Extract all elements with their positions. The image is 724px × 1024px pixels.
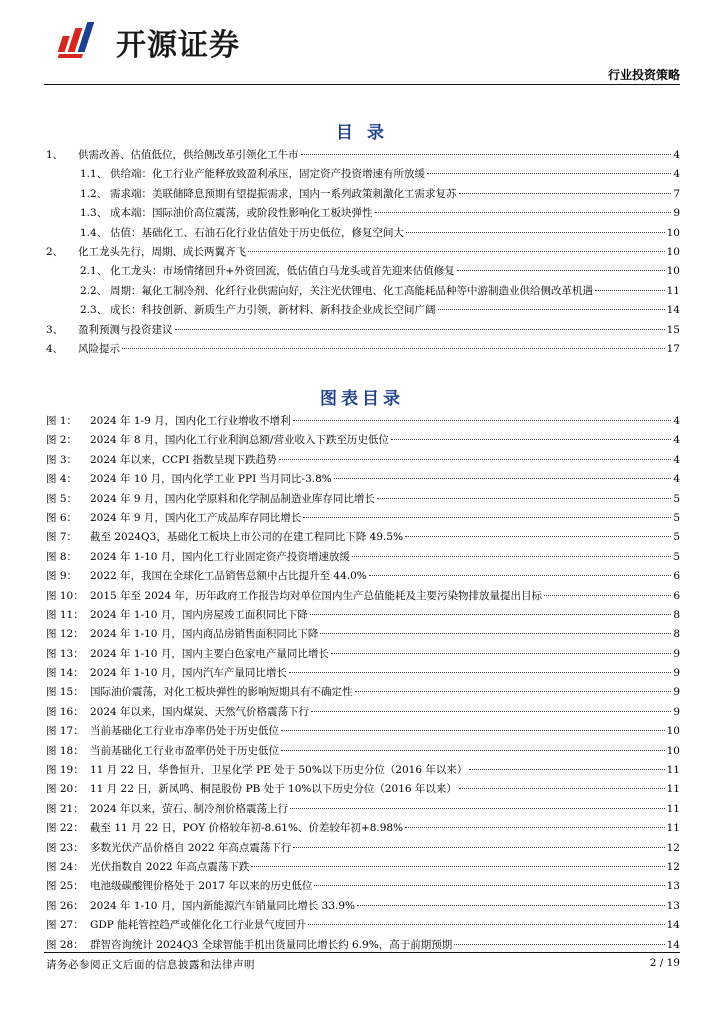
entry-title: GDP 能耗管控趋严或催化化工行业景气度回升 — [90, 919, 307, 932]
figure-entry[interactable] — [44, 625, 680, 644]
dot-leader — [311, 710, 671, 712]
entry-number: 图 12： — [46, 628, 84, 641]
figure-entry[interactable] — [44, 664, 680, 683]
entry-number: 1.3、 — [80, 207, 108, 220]
entry-title: 化工龙头先行，周期、成长两翼齐飞 — [78, 245, 246, 258]
entry-title: 2024 年 1-10 月，国内汽车产量同比增长 — [90, 667, 287, 680]
entry-number: 1.2、 — [80, 187, 108, 200]
entry-page: 9 — [673, 705, 680, 718]
entry-page: 5 — [673, 511, 680, 524]
dot-leader — [352, 555, 671, 557]
logo-mark-icon — [54, 20, 110, 64]
entry-number: 图 14： — [46, 667, 84, 680]
toc-entry[interactable] — [44, 301, 680, 320]
entry-number: 4、 — [46, 342, 64, 355]
figure-entry[interactable] — [44, 509, 680, 528]
entry-title: 2024 年 9 月，国内化工产成品库存同比增长 — [90, 511, 302, 524]
entry-title: 2024 年以来，CCPI 指数呈现下跌趋势 — [90, 453, 277, 466]
entry-title: 国际油价震荡，对化工板块弹性的影响短期具有不确定性 — [90, 686, 353, 699]
entry-title: 当前基础化工行业市净率仍处于历史低位 — [90, 725, 279, 738]
dot-leader — [279, 458, 672, 460]
dot-leader — [357, 904, 665, 906]
entry-number: 图 4： — [46, 473, 78, 486]
entry-title: 2024 年 1-10 月，国内主要白色家电产量同比增长 — [90, 647, 329, 660]
entry-number: 图 19： — [46, 764, 84, 777]
entry-number: 2.3、 — [80, 304, 108, 317]
dot-leader — [290, 807, 665, 809]
dot-leader — [320, 632, 671, 634]
toc-title: 目 录 — [336, 123, 388, 143]
figure-entry[interactable] — [44, 897, 680, 916]
dot-leader — [438, 308, 665, 310]
toc-entry[interactable] — [44, 262, 680, 281]
entry-number: 1.4、 — [80, 226, 108, 239]
entry-title: 光伏指数自 2022 年高点震荡下跌 — [90, 860, 250, 873]
dot-leader — [406, 231, 665, 233]
entry-number: 3、 — [46, 323, 64, 336]
entry-number: 图 6： — [46, 511, 78, 524]
entry-number: 图 5： — [46, 492, 78, 505]
entry-page: 4 — [673, 453, 680, 466]
entry-page: 17 — [666, 342, 680, 355]
figure-entry[interactable] — [44, 490, 680, 509]
entry-page: 13 — [666, 899, 680, 912]
figure-entry[interactable] — [44, 451, 680, 470]
dot-leader — [457, 269, 665, 271]
header-divider — [44, 84, 680, 85]
entry-page: 5 — [673, 550, 680, 563]
entry-title: 截至 2024Q3，基础化工板块上市公司的在建工程同比下降 49.5% — [90, 531, 404, 544]
entry-title: 成长：科技创新、新质生产力引领，新材料、新科技企业成长空间广阔 — [110, 304, 436, 317]
entry-title: 风险提示 — [78, 342, 120, 355]
figure-entry[interactable] — [44, 761, 680, 780]
toc-entry[interactable] — [44, 165, 680, 184]
entry-page: 5 — [673, 492, 680, 505]
brand-logo — [54, 20, 240, 64]
figure-entry[interactable] — [44, 431, 680, 450]
entry-number: 图 26： — [46, 899, 84, 912]
entry-page: 12 — [666, 841, 680, 854]
entry-page: 6 — [673, 589, 680, 602]
footer-divider — [44, 952, 680, 953]
entry-page: 11 — [666, 822, 680, 835]
toc-entry[interactable] — [44, 340, 680, 359]
figure-entry[interactable] — [44, 858, 680, 877]
figure-entry[interactable] — [44, 839, 680, 858]
entry-page: 11 — [666, 802, 680, 815]
entry-number: 图 25： — [46, 880, 84, 893]
entry-page: 9 — [673, 647, 680, 660]
entry-number: 图 28： — [46, 938, 84, 951]
dot-leader — [331, 652, 671, 654]
dot-leader — [248, 250, 665, 252]
figure-entry[interactable] — [44, 800, 680, 819]
entry-title: 2024 年 1-10 月，国内化工行业固定资产投资增速放缓 — [90, 550, 350, 563]
dot-leader — [293, 419, 672, 421]
entry-number: 图 7： — [46, 531, 78, 544]
figure-entry[interactable] — [44, 819, 680, 838]
toc-entry[interactable] — [44, 146, 680, 165]
entry-number: 图 17： — [46, 725, 84, 738]
entry-title: 2024 年以来，国内煤炭、天然气价格震荡下行 — [90, 705, 310, 718]
entry-number: 图 13： — [46, 647, 84, 660]
entry-page: 8 — [673, 628, 680, 641]
entry-page: 4 — [673, 415, 680, 427]
figure-entry[interactable] — [44, 645, 680, 664]
entry-title: 成本端：国际油价高位震荡，或阶段性影响化工板块弹性 — [110, 207, 373, 220]
dot-leader — [595, 289, 665, 291]
dot-leader — [369, 574, 672, 576]
entry-number: 图 10： — [46, 589, 84, 602]
dot-leader — [301, 153, 672, 155]
entry-title: 估值：基础化工、石油石化行业估值处于历史低位，修复空间大 — [110, 226, 404, 239]
entry-page: 7 — [673, 187, 680, 200]
toc-entry[interactable] — [44, 282, 680, 301]
dot-leader — [289, 671, 671, 673]
figure-entry[interactable] — [44, 606, 680, 625]
entry-title: 化工龙头：市场情绪回升+外资回流，低估值白马龙头或首先迎来估值修复 — [110, 265, 455, 278]
dot-leader — [310, 613, 671, 615]
dot-leader — [308, 923, 664, 925]
entry-title: 2024 年 1-10 月，国内新能源汽车销量同比增长 33.9% — [90, 899, 356, 912]
toc-entry[interactable] — [44, 243, 680, 262]
entry-page: 10 — [666, 245, 680, 258]
dot-leader — [454, 943, 664, 945]
entry-number: 图 24： — [46, 860, 84, 873]
entry-number: 图 9： — [46, 570, 78, 583]
dot-leader — [303, 516, 671, 518]
page-number: 2 / 19 — [649, 957, 680, 969]
entry-page: 9 — [673, 207, 680, 220]
figure-entry[interactable] — [44, 470, 680, 489]
brand-name: 开源证券 — [116, 28, 240, 63]
entry-number: 图 20： — [46, 783, 84, 796]
entry-number: 2、 — [46, 245, 64, 258]
dot-leader — [459, 192, 672, 194]
entry-title: 2024 年以来，萤石、制冷剂价格震荡上行 — [90, 802, 289, 815]
entry-title: 需求端：美联储降息预期有望提振需求，国内一系列政策刺激化工需求复苏 — [110, 187, 457, 200]
dot-leader — [281, 729, 665, 731]
dot-leader — [377, 497, 671, 499]
entry-page: 11 — [666, 284, 680, 297]
entry-page: 15 — [666, 323, 680, 336]
dot-leader — [375, 211, 672, 213]
entry-title: 2024 年 8 月，国内化工行业利润总额/营业收入下跌至历史低位 — [90, 434, 389, 447]
entry-number: 图 15： — [46, 686, 84, 699]
figure-entry[interactable] — [44, 683, 680, 702]
entry-page: 6 — [673, 570, 680, 583]
entry-page: 4 — [673, 149, 680, 161]
toc-entry[interactable] — [44, 224, 680, 243]
figure-entry[interactable] — [44, 916, 680, 935]
entry-page: 10 — [666, 725, 680, 738]
entry-page: 4 — [673, 434, 680, 447]
entry-title: 2024 年 1-9 月，国内化工行业增收不增利 — [90, 415, 291, 427]
entry-page: 14 — [666, 919, 680, 932]
dot-leader — [469, 768, 664, 770]
entry-page: 10 — [666, 265, 680, 278]
dot-leader — [122, 347, 665, 349]
entry-number: 图 22： — [46, 822, 84, 835]
entry-number: 图 3： — [46, 453, 78, 466]
figure-entry[interactable] — [44, 877, 680, 896]
entry-title: 2024 年 9 月，国内化学原料和化学制品制造业库存同比增长 — [90, 492, 375, 505]
entry-title: 2024 年 10 月，国内化学工业 PPI 当月同比-3.8% — [90, 473, 332, 486]
entry-title: 盈利预测与投资建议 — [78, 323, 173, 336]
entry-number: 图 18： — [46, 744, 84, 757]
entry-title: 2024 年 1-10 月，国内房屋竣工面积同比下降 — [90, 608, 308, 621]
entry-page: 4 — [673, 473, 680, 486]
entry-number: 图 21： — [46, 802, 84, 815]
figure-entry[interactable] — [44, 780, 680, 799]
entry-page: 8 — [673, 608, 680, 621]
entry-page: 11 — [666, 783, 680, 796]
toc-entry[interactable] — [44, 204, 680, 223]
entry-title: 周期：氟化工制冷剂、化纤行业供需向好，关注光伏锂电、化工高能耗品种等中游制造业供给侧改革机遇 — [110, 284, 593, 297]
figure-entry[interactable] — [44, 587, 680, 606]
dot-leader — [405, 826, 665, 828]
entry-number: 图 1： — [46, 415, 78, 427]
entry-title: 截至 11 月 22 日，POY 价格较年初-8.61%、价差较年初+8.98% — [90, 822, 404, 835]
entry-page: 12 — [666, 860, 680, 873]
entry-number: 图 8： — [46, 550, 78, 563]
figure-entry[interactable] — [44, 742, 680, 761]
figure-entry[interactable] — [44, 548, 680, 567]
entry-number: 1.1、 — [80, 168, 108, 181]
entry-title: 2022 年，我国在全球化工品销售总额中占比提升至 44.0% — [90, 570, 367, 583]
figure-entry[interactable] — [44, 722, 680, 741]
entry-number: 2.1、 — [80, 265, 108, 278]
figure-entry[interactable] — [44, 703, 680, 722]
toc-entry[interactable] — [44, 321, 680, 340]
entry-page: 9 — [673, 686, 680, 699]
entry-title: 2015 年至 2024 年，历年政府工作报告均对单位国内生产总值能耗及主要污染物排放量提出目标 — [90, 589, 542, 602]
footer-disclaimer: 请务必参阅正文后面的信息披露和法律声明 — [46, 959, 255, 971]
entry-title: 供需改善、估值低位，供给侧改革引领化工牛市 — [78, 149, 299, 161]
dot-leader — [355, 690, 672, 692]
entry-page: 14 — [666, 304, 680, 317]
entry-number: 图 11： — [46, 608, 84, 621]
entry-page: 14 — [666, 938, 680, 951]
dot-leader — [251, 865, 664, 867]
entry-number: 图 27： — [46, 919, 84, 932]
entry-page: 13 — [666, 880, 680, 893]
entry-title: 多数光伏产品价格自 2022 年高点震荡下行 — [90, 841, 292, 854]
figures-list — [44, 412, 680, 955]
dot-leader — [293, 846, 664, 848]
entry-title: 11 月 22 日，新凤鸣、桐昆股份 PB 处于 10%以下历史分位（2016 年以来） — [90, 783, 457, 796]
entry-title: 2024 年 1-10 月，国内商品房销售面积同比下降 — [90, 628, 319, 641]
report-type: 行业投资策略 — [607, 68, 680, 82]
entry-number: 图 23： — [46, 841, 84, 854]
entry-title: 当前基础化工行业市盈率仍处于历史低位 — [90, 744, 279, 757]
entry-page: 10 — [666, 226, 680, 239]
entry-number: 图 16： — [46, 705, 84, 718]
dot-leader — [175, 328, 665, 330]
dot-leader — [334, 477, 672, 479]
entry-page: 9 — [673, 667, 680, 680]
entry-title: 群智咨询统计 2024Q3 全球智能手机出货量同比增长约 6.9%，高于前期预期 — [90, 938, 453, 951]
entry-number: 图 2： — [46, 434, 78, 447]
dot-leader — [281, 749, 665, 751]
dot-leader — [544, 594, 671, 596]
figures-title: 图表目录 — [320, 389, 404, 409]
entry-page: 5 — [673, 531, 680, 544]
toc-list — [44, 146, 680, 359]
figure-entry[interactable] — [44, 528, 680, 547]
entry-number: 2.2、 — [80, 284, 108, 297]
entry-title: 11 月 22 日，华鲁恒升、卫星化学 PE 处于 50%以下历史分位（2016 年以来） — [90, 764, 468, 777]
entry-title: 供给端：化工行业产能释放致盈利承压，固定资产投资增速有所放缓 — [110, 168, 425, 181]
toc-entry[interactable] — [44, 185, 680, 204]
figure-entry[interactable] — [44, 412, 680, 431]
entry-page: 11 — [666, 764, 680, 777]
entry-title: 电池级碳酸锂价格处于 2017 年以来的历史低位 — [90, 880, 313, 893]
dot-leader — [459, 787, 665, 789]
entry-page: 10 — [666, 744, 680, 757]
entry-page: 4 — [673, 168, 680, 181]
dot-leader — [391, 438, 671, 440]
dot-leader — [427, 172, 671, 174]
dot-leader — [405, 535, 671, 537]
entry-number: 1、 — [46, 149, 64, 161]
figure-entry[interactable] — [44, 567, 680, 586]
dot-leader — [314, 884, 664, 886]
